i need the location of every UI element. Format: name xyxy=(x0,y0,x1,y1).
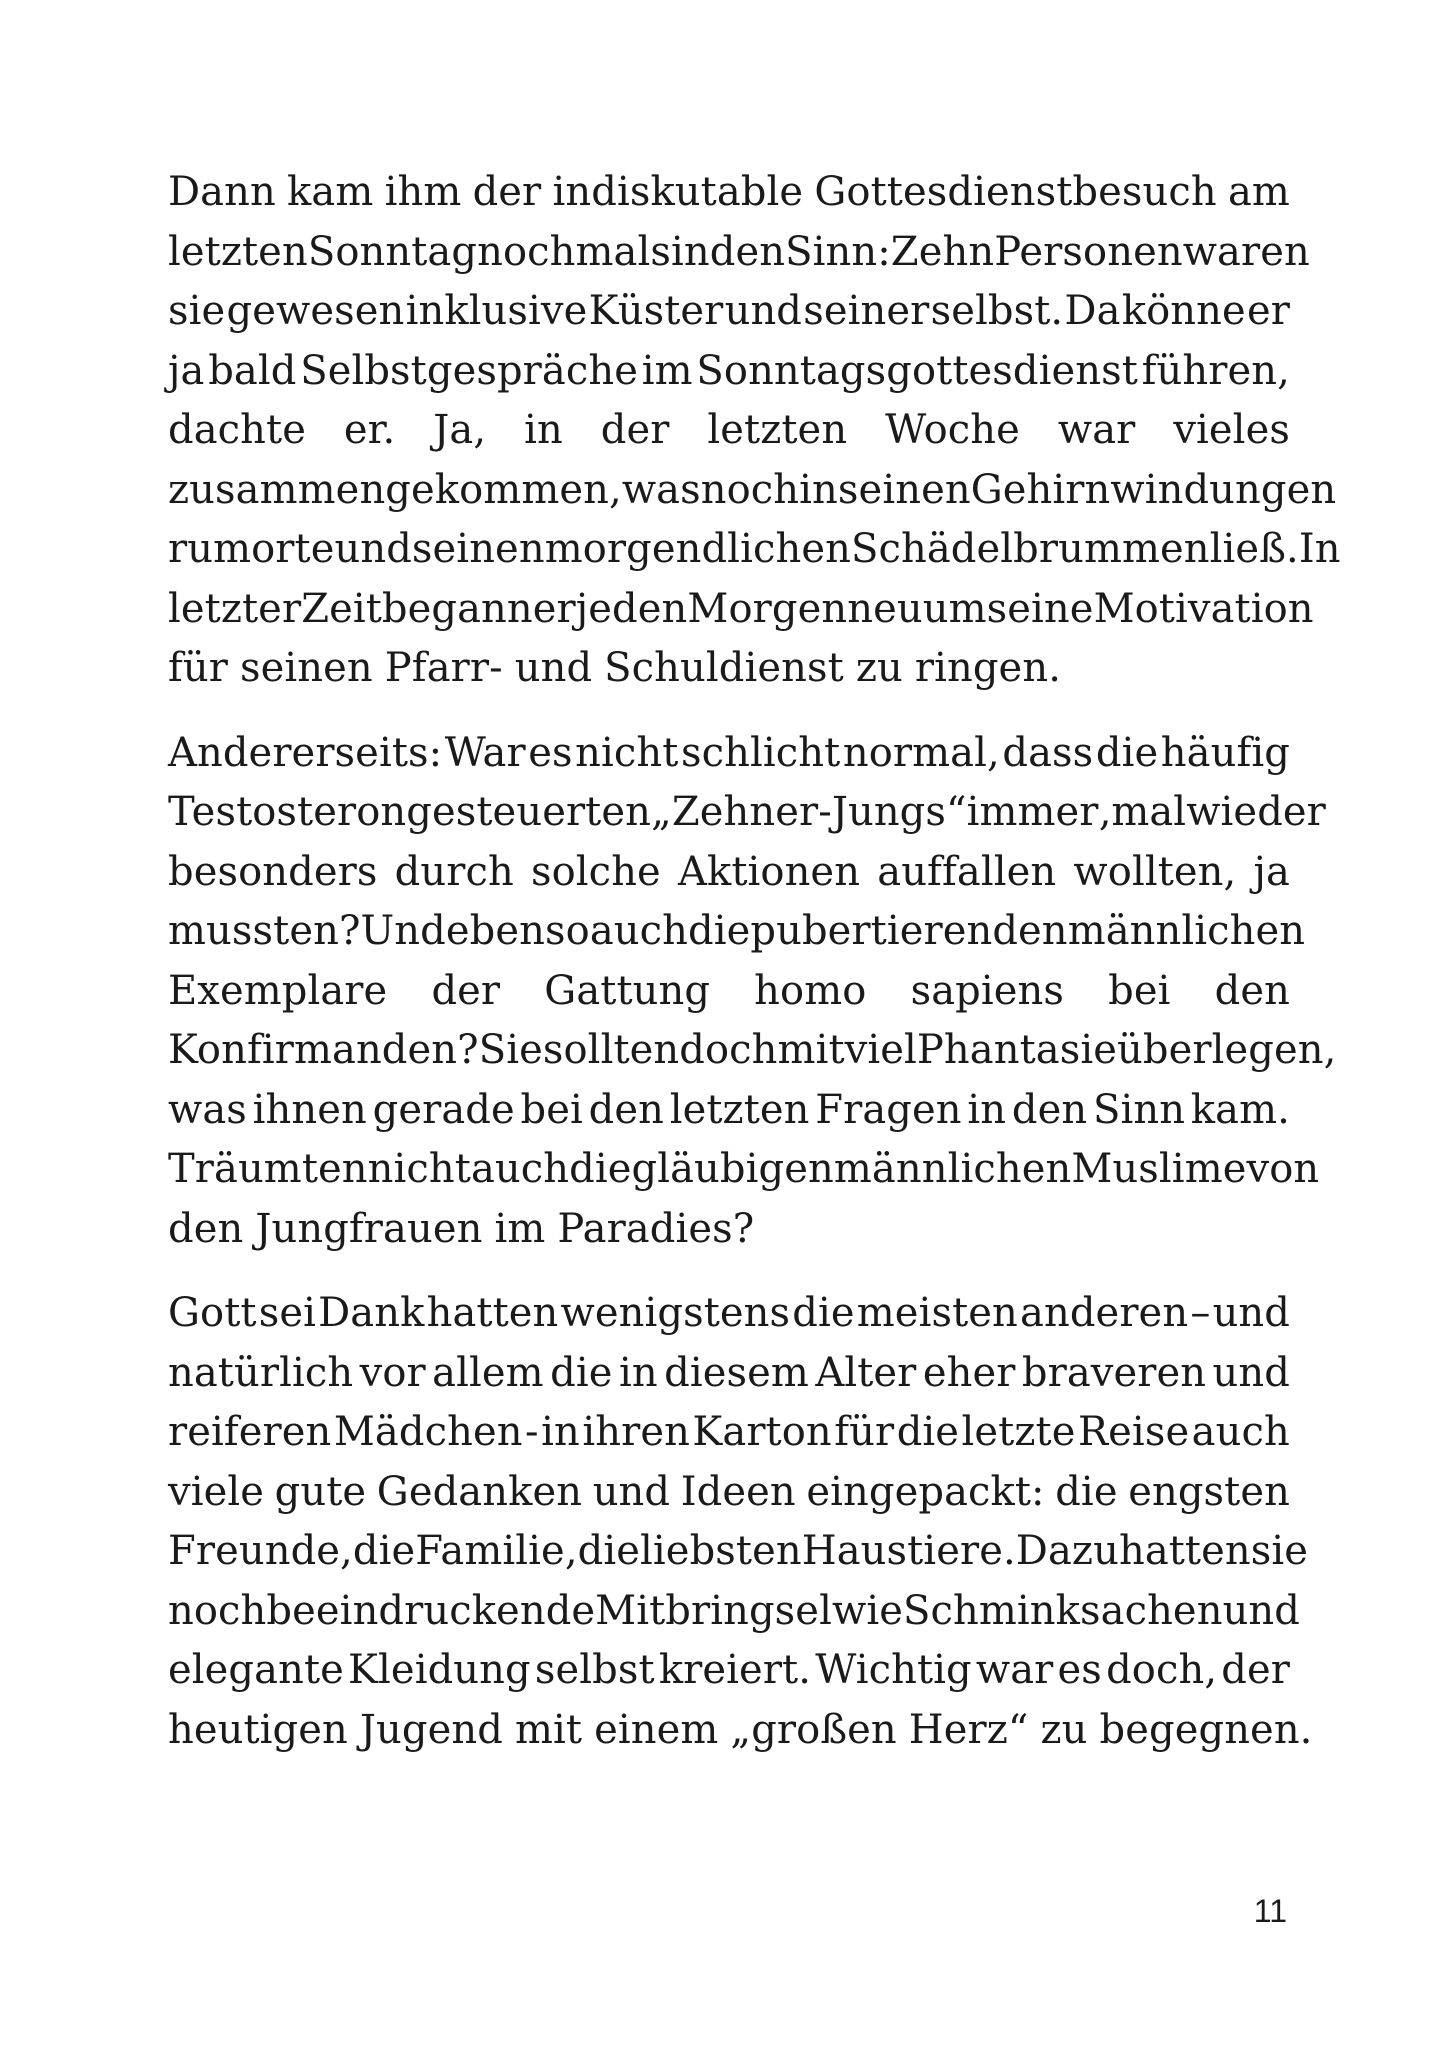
text-line xyxy=(168,783,1326,843)
word: die xyxy=(1095,729,1159,776)
text-line xyxy=(168,1200,1290,1260)
word: War xyxy=(444,729,526,776)
word: kreiert. xyxy=(658,1647,812,1693)
body-text xyxy=(168,163,1341,1785)
word: und xyxy=(1212,1349,1290,1396)
word: wieder xyxy=(1186,789,1326,835)
word: besonders xyxy=(168,848,378,895)
word: er xyxy=(1246,288,1290,334)
text-line xyxy=(168,580,1314,640)
word: gläubigen xyxy=(631,1146,834,1192)
word: seinen xyxy=(411,526,545,572)
word: in xyxy=(967,1086,1007,1133)
word: sei xyxy=(258,1290,317,1336)
word: Ja, xyxy=(433,407,487,453)
paragraph xyxy=(168,1284,1313,1760)
word: selbst xyxy=(534,1647,655,1693)
text-line xyxy=(168,724,1290,784)
word: es xyxy=(528,729,573,776)
word: Woche xyxy=(885,407,1020,453)
word: die xyxy=(569,1146,632,1192)
word: - xyxy=(525,1409,539,1455)
word: Gottesdienstbesuch xyxy=(814,169,1217,215)
word: Exemplare xyxy=(168,967,388,1014)
word: die xyxy=(792,1290,855,1336)
word: Haustiere. xyxy=(801,1528,1016,1574)
word: Mitbringsel xyxy=(595,1587,832,1634)
word: gute xyxy=(274,1468,367,1515)
word: kam xyxy=(287,169,374,215)
word: den xyxy=(588,1086,664,1133)
word: Sie xyxy=(478,1027,543,1073)
word: für xyxy=(834,1409,895,1455)
word: vieles xyxy=(1173,407,1290,453)
word: von xyxy=(1246,1146,1320,1192)
word: Schuldienst xyxy=(604,645,844,691)
word: pubertierenden xyxy=(750,908,1068,954)
word: und xyxy=(592,1468,671,1515)
word: was xyxy=(621,466,701,513)
word: im xyxy=(494,1205,546,1252)
word: elegante xyxy=(168,1647,344,1693)
word: Sonntagsgottesdienst xyxy=(696,347,1138,394)
word: Gattung xyxy=(544,967,711,1014)
word: Paradies? xyxy=(557,1205,755,1252)
word: eingepackt: xyxy=(806,1468,1045,1515)
word: Familie, xyxy=(415,1528,578,1574)
word: Dann xyxy=(168,169,276,215)
word: der xyxy=(431,967,501,1014)
word: liebsten xyxy=(640,1528,802,1574)
word: es xyxy=(1057,1647,1102,1693)
word: ihnen xyxy=(252,1086,367,1133)
word: bei xyxy=(520,1086,583,1133)
word: indiskutable xyxy=(552,169,804,215)
word: wenigstens xyxy=(560,1290,791,1336)
word: den xyxy=(168,1205,244,1252)
word: wie xyxy=(831,1587,903,1634)
text-line xyxy=(168,1701,1313,1761)
word: nochmals xyxy=(477,228,671,275)
word: Fragen xyxy=(815,1086,962,1133)
word: und xyxy=(334,526,412,572)
word: gerade xyxy=(372,1086,515,1133)
word: Wichtig xyxy=(815,1647,972,1693)
text-line xyxy=(168,520,1341,580)
word: kam. xyxy=(1190,1086,1290,1133)
text-line xyxy=(168,1021,1337,1081)
word: Alter xyxy=(815,1349,917,1396)
word: beeindruckende xyxy=(266,1587,596,1634)
word: doch xyxy=(679,1027,778,1073)
word: „Zehner-Jungs“ xyxy=(651,789,967,835)
word: ihren xyxy=(582,1409,690,1455)
word: und xyxy=(514,645,593,691)
word: eher xyxy=(922,1349,1016,1396)
word: – xyxy=(1190,1290,1211,1336)
word: selbst. xyxy=(930,288,1064,334)
word: männlichen xyxy=(1067,908,1306,954)
word: letzten xyxy=(168,228,308,275)
word: in xyxy=(541,1409,580,1455)
word: dachte xyxy=(168,407,306,453)
word: seinen xyxy=(837,466,971,513)
word: die xyxy=(688,908,751,954)
word: waren xyxy=(1182,228,1310,275)
text-line xyxy=(168,962,1290,1022)
word: morgendlichen xyxy=(544,526,851,572)
word: er xyxy=(532,585,576,632)
word: Selbstgespräche xyxy=(300,347,638,394)
word: häufig xyxy=(1160,729,1290,776)
word: die xyxy=(352,1528,416,1574)
word: war xyxy=(975,1647,1054,1693)
word: engsten xyxy=(1128,1468,1290,1515)
word: Motivation xyxy=(1093,585,1314,632)
word: der xyxy=(600,407,670,453)
word: um xyxy=(922,585,987,632)
word: ebenso xyxy=(445,908,590,954)
word: überlegen, xyxy=(1117,1027,1337,1073)
word: ‚mal xyxy=(1098,789,1187,835)
word: sapiens xyxy=(910,967,1064,1014)
word: ringen. xyxy=(914,645,1062,691)
word: letzten xyxy=(707,407,848,453)
word: den xyxy=(1214,967,1290,1014)
word: Morgen xyxy=(687,585,848,632)
word: jeden xyxy=(575,585,688,632)
text-line xyxy=(168,1403,1290,1463)
word: seinen xyxy=(240,645,373,691)
word: begegnen. xyxy=(1099,1706,1313,1753)
word: ihm xyxy=(384,169,462,215)
text-line xyxy=(168,1582,1300,1642)
text-line xyxy=(168,1344,1290,1404)
word: doch, xyxy=(1106,1647,1218,1693)
word: sollten xyxy=(542,1027,680,1073)
text-line xyxy=(168,342,1290,402)
word: noch xyxy=(168,1587,267,1634)
word: nicht xyxy=(575,729,679,776)
word: immer xyxy=(966,789,1099,835)
word: natürlich xyxy=(168,1349,354,1396)
word: in xyxy=(618,1349,658,1396)
word: bald xyxy=(208,347,297,394)
word: viele xyxy=(168,1468,265,1515)
word: Schminksachen xyxy=(903,1587,1223,1634)
word: im xyxy=(641,347,693,394)
word: nicht xyxy=(367,1146,471,1192)
word: Dank xyxy=(318,1290,425,1336)
word: In xyxy=(1298,526,1341,572)
word: Jugend xyxy=(359,1706,503,1753)
word: letzten xyxy=(669,1086,810,1133)
text-line xyxy=(168,1140,1320,1200)
word: Freunde, xyxy=(168,1528,353,1574)
word: war xyxy=(1057,407,1136,453)
word: Reise xyxy=(1077,1409,1190,1455)
word: Kleidung xyxy=(348,1647,531,1693)
word: könne xyxy=(1121,288,1246,334)
word: solche xyxy=(530,848,661,895)
word: in xyxy=(670,228,710,275)
word: mussten? xyxy=(168,908,361,954)
word: Pfarr- xyxy=(384,645,503,691)
word: heutigen xyxy=(168,1706,348,1753)
word: Testosteron xyxy=(168,789,407,835)
text-line xyxy=(168,1284,1290,1344)
word: Und xyxy=(360,908,446,954)
text-line xyxy=(168,461,1337,521)
word: einem xyxy=(594,1706,719,1753)
word: „großen xyxy=(730,1706,897,1753)
word: Zehn xyxy=(890,228,995,275)
text-line xyxy=(168,843,1290,903)
word: Gott xyxy=(168,1290,257,1336)
word: inklusive xyxy=(405,288,588,334)
word: Träumten xyxy=(168,1146,368,1192)
word: sie xyxy=(168,288,226,334)
word: zu xyxy=(1040,1706,1088,1753)
word: was xyxy=(168,1086,247,1133)
text-line xyxy=(168,1463,1290,1523)
word: Aktionen xyxy=(678,848,861,895)
paragraph xyxy=(168,163,1341,699)
word: und xyxy=(724,288,803,334)
text-line xyxy=(168,163,1290,223)
word: mit xyxy=(777,1027,845,1073)
word: die xyxy=(1055,1468,1118,1515)
word: zu xyxy=(855,645,903,691)
word: er. xyxy=(343,407,396,453)
word: Zeit xyxy=(301,585,382,632)
word: für xyxy=(168,645,228,691)
text-line xyxy=(168,902,1306,962)
text-line xyxy=(168,223,1310,283)
word: Sinn: xyxy=(785,228,891,275)
word: Sonntag xyxy=(307,228,478,275)
word: Andererseits: xyxy=(168,729,443,776)
word: rumorte xyxy=(168,526,335,572)
word: viel xyxy=(844,1027,917,1073)
word: männlichen xyxy=(833,1146,1072,1192)
word: ja xyxy=(168,347,205,394)
word: Phantasie xyxy=(916,1027,1118,1073)
word: gesteuerten xyxy=(406,789,651,835)
word: Karton xyxy=(692,1409,832,1455)
word: ließ. xyxy=(1209,526,1299,572)
word: in xyxy=(524,407,563,453)
word: der xyxy=(1221,1647,1290,1693)
word: die xyxy=(896,1409,960,1455)
word: zusammengekommen, xyxy=(168,466,622,513)
word: allem xyxy=(432,1349,544,1396)
word: schlicht xyxy=(681,729,841,776)
word: anderen xyxy=(1020,1290,1189,1336)
word: noch xyxy=(700,466,800,513)
word: seiner xyxy=(803,288,930,334)
word: bei xyxy=(1108,967,1171,1014)
word: Schädel xyxy=(850,526,1014,572)
word: Ideen xyxy=(680,1468,796,1515)
word: letzte xyxy=(961,1409,1076,1455)
paragraph xyxy=(168,724,1337,1260)
word: auch xyxy=(589,908,688,954)
word: braveren xyxy=(1021,1349,1207,1396)
word: am xyxy=(1227,169,1290,215)
text-line xyxy=(168,1522,1309,1582)
word: Küster xyxy=(588,288,724,334)
word: Sinn xyxy=(1092,1086,1186,1133)
word: der xyxy=(472,169,542,215)
word: führen, xyxy=(1141,347,1290,394)
word: und xyxy=(1222,1587,1300,1634)
word: ja xyxy=(1253,848,1290,895)
word: die xyxy=(550,1349,613,1396)
text-line xyxy=(168,1641,1290,1701)
word: in xyxy=(799,466,838,513)
word: hatten xyxy=(426,1290,559,1336)
word: wollten, xyxy=(1073,848,1237,895)
word: dass xyxy=(1002,729,1094,776)
word: Dazu xyxy=(1015,1528,1119,1574)
word: Herz“ xyxy=(908,1706,1029,1753)
word: diesem xyxy=(664,1349,809,1396)
word: letzter xyxy=(168,585,302,632)
word: Mädchen xyxy=(333,1409,523,1455)
word: begann xyxy=(381,585,533,632)
word: Muslime xyxy=(1071,1146,1247,1192)
word: brummen xyxy=(1013,526,1210,572)
word: auffallen xyxy=(877,848,1057,895)
word: auch xyxy=(470,1146,570,1192)
word: hatten xyxy=(1118,1528,1251,1574)
word: normal, xyxy=(842,729,1000,776)
text-line xyxy=(168,639,1290,699)
word: den xyxy=(709,228,786,275)
word: Personen xyxy=(994,228,1183,275)
word: den xyxy=(1011,1086,1088,1133)
text-line xyxy=(168,1081,1290,1141)
word: und xyxy=(1212,1290,1290,1336)
word: Jungfrauen xyxy=(255,1205,483,1252)
word: auch xyxy=(1191,1409,1290,1455)
word: reiferen xyxy=(168,1409,332,1455)
word: mit xyxy=(514,1706,583,1753)
word: neu xyxy=(847,585,923,632)
text-line xyxy=(168,401,1290,461)
page-number: 11 xyxy=(1253,1893,1287,1929)
word: vor xyxy=(359,1349,426,1396)
word: homo xyxy=(754,967,867,1014)
text-line xyxy=(168,282,1290,342)
word: Gehirnwindungen xyxy=(970,466,1337,513)
word: Gedanken xyxy=(376,1468,583,1515)
word: durch xyxy=(394,848,514,895)
word: Konfirmanden? xyxy=(168,1027,479,1073)
word: seine xyxy=(986,585,1094,632)
word: Da xyxy=(1064,288,1121,334)
word: meisten xyxy=(856,1290,1018,1336)
word: die xyxy=(577,1528,641,1574)
word: sie xyxy=(1250,1528,1309,1574)
word: gewesen xyxy=(226,288,405,334)
